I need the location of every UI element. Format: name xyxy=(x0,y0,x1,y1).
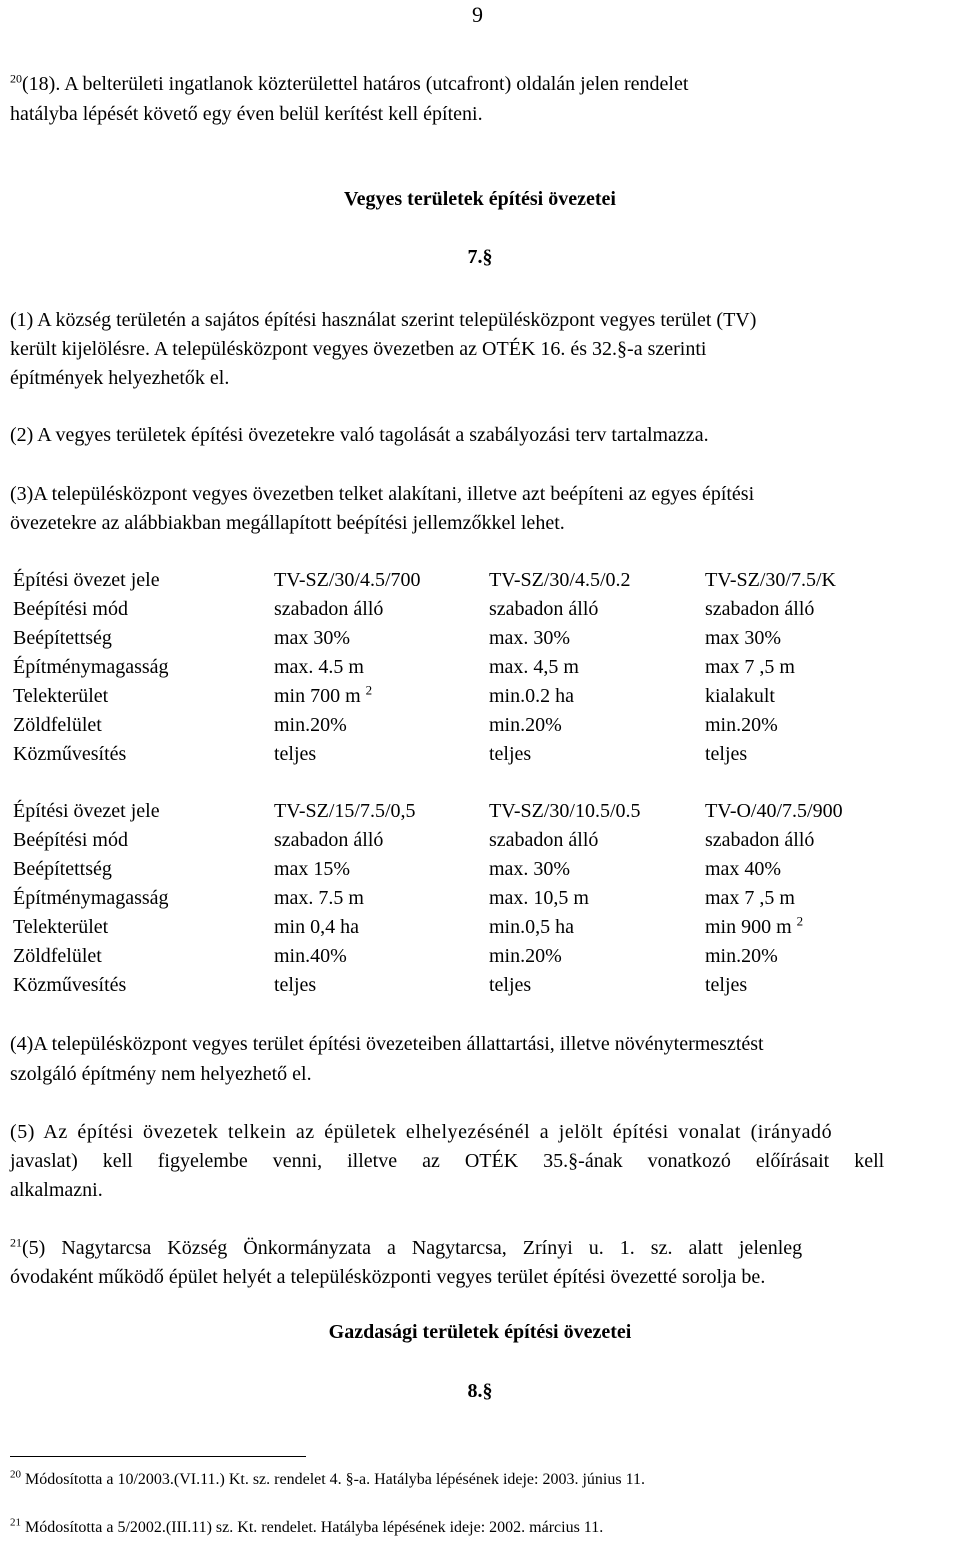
footnote-ref-21[interactable]: 21 xyxy=(10,1235,22,1250)
footnote-ref-20[interactable]: 20 xyxy=(10,71,22,86)
table-cell: szabadon álló xyxy=(705,598,815,620)
table-cell: TV-SZ/30/4.5/0.2 xyxy=(489,569,631,591)
table-cell: min.20% xyxy=(705,945,778,967)
footnote-21-text: Módosította a 5/2002.(III.11) sz. Kt. rendelet. Hatályba lépésének ideje: 2002. március 11. xyxy=(25,1519,604,1536)
table-cell: teljes xyxy=(489,743,532,765)
table-cell: min.40% xyxy=(274,945,347,967)
table-cell: teljes xyxy=(705,974,748,996)
table-cell: szabadon álló xyxy=(274,598,384,620)
table-cell: max. 30% xyxy=(489,858,571,880)
page-number: 9 xyxy=(472,2,483,27)
table-cell: TV-SZ/15/7.5/0,5 xyxy=(274,800,416,822)
table-cell: max. 7.5 m xyxy=(274,887,364,909)
paragraph-3-line-2: övezetekre az alábbiakban megállapított beépítési jellemzőkkel lehet. xyxy=(10,512,565,534)
table-row-label: Közművesítés xyxy=(13,743,127,765)
footnote-21-marker: 21 xyxy=(10,1516,21,1529)
table-cell: min.0,5 ha xyxy=(489,916,574,938)
table-row-label: Beépítési mód xyxy=(13,598,128,620)
table-cell: szabadon álló xyxy=(489,598,599,620)
table-row-label: Beépítettség xyxy=(13,627,112,649)
table-cell: teljes xyxy=(274,974,317,996)
paragraph-5-line-2: javaslat) kell figyelembe venni, illetve az OTÉK 35.§-ának vonatkozó előírásait kell xyxy=(10,1150,885,1172)
superscript: 2 xyxy=(365,682,373,698)
table-cell: min.20% xyxy=(274,714,347,736)
table-row-label: Zöldfelület xyxy=(13,945,102,967)
paragraph-3-line-1: (3)A településközpont vegyes övezetben telket alakítani, illetve azt beépíteni az egyes építési xyxy=(10,483,755,505)
paragraph-18-line-2: hatályba lépését követő egy éven belül kerítést kell építeni. xyxy=(10,103,483,125)
table-cell: min.20% xyxy=(489,714,562,736)
table-cell: max 30% xyxy=(274,627,351,649)
footnote-20-text: Módosította a 10/2003.(VI.11.) Kt. sz. rendelet 4. §-a. Hatályba lépésének ideje: 2003. június 11. xyxy=(25,1471,645,1488)
footnote-20-marker: 20 xyxy=(10,1468,21,1481)
table-cell: min.20% xyxy=(489,945,562,967)
paragraph-1-line-2: került kijelölésre. A településközpont vegyes övezetben az OTÉK 16. és 32.§-a szerinti xyxy=(10,338,707,360)
table-cell: max. 10,5 m xyxy=(489,887,589,909)
table-cell: min 700 m $^2$ xyxy=(274,682,373,707)
section-title-economic-zones: Gazdasági területek építési övezetei xyxy=(328,1321,632,1343)
paragraph-5b-line-1: (5) Nagytarcsa Község Önkormányzata a Nagytarcsa, Zrínyi u. 1. sz. alatt jelenleg xyxy=(22,1237,803,1259)
table-row-label: Telekterület xyxy=(13,916,109,938)
table-cell: TV-SZ/30/4.5/700 xyxy=(274,569,421,591)
paragraph-2: (2) A vegyes területek építési övezetekre való tagolását a szabályozási terv tartalmazza. xyxy=(10,424,709,446)
table-cell: kialakult xyxy=(705,685,775,707)
table-cell: min 0,4 ha xyxy=(274,916,359,938)
section-number-7: 7.§ xyxy=(467,246,493,268)
section-number-8: 8.§ xyxy=(467,1380,493,1402)
table-cell: max 15% xyxy=(274,858,351,880)
table-cell: teljes xyxy=(705,743,748,765)
table-cell: max 30% xyxy=(705,627,782,649)
table-cell: max 7 ,5 m xyxy=(705,887,795,909)
paragraph-5b xyxy=(10,1234,802,1263)
table-row-label: Közművesítés xyxy=(13,974,127,996)
paragraph-4-line-2: szolgáló építmény nem helyezhető el. xyxy=(10,1063,312,1085)
table-row-label: Beépítettség xyxy=(13,858,112,880)
table-cell: min.0.2 ha xyxy=(489,685,574,707)
paragraph-18-line-1: (18). A belterületi ingatlanok közterülettel határos (utcafront) oldalán jelen rendelet xyxy=(22,73,689,95)
table-cell: szabadon álló xyxy=(274,829,384,851)
paragraph-5-line-1: (5) Az építési övezetek telkein az épületek elhelyezésénél a jelölt építési vonalat (irányadó xyxy=(10,1121,833,1143)
table-cell: teljes xyxy=(274,743,317,765)
footnote-separator xyxy=(10,1456,306,1457)
table-cell: TV-SZ/30/10.5/0.5 xyxy=(489,800,641,822)
table-row-label: Zöldfelület xyxy=(13,714,102,736)
table-cell: teljes xyxy=(489,974,532,996)
table-row-label: Építési övezet jele xyxy=(13,569,160,591)
paragraph-1-line-1: (1) A község területén a sajátos építési használat szerint településközpont vegyes terület (TV) xyxy=(10,309,757,331)
table-cell: max. 30% xyxy=(489,627,571,649)
table-cell: TV-O/40/7.5/900 xyxy=(705,800,843,822)
table-row-label: Építménymagasság xyxy=(13,656,169,678)
table-row-label: Beépítési mód xyxy=(13,829,128,851)
superscript: 2 xyxy=(796,913,804,929)
paragraph-4-line-1: (4)A településközpont vegyes terület építési övezeteiben állattartási, illetve növénytermesztést xyxy=(10,1033,764,1055)
table-row-label: Építési övezet jele xyxy=(13,800,160,822)
section-title-mixed-zones: Vegyes területek építési övezetei xyxy=(344,188,616,210)
table-cell: szabadon álló xyxy=(705,829,815,851)
footnote-20 xyxy=(10,1470,645,1490)
table-cell: max 7 ,5 m xyxy=(705,656,795,678)
table-row-label: Telekterület xyxy=(13,685,109,707)
table-cell: min.20% xyxy=(705,714,778,736)
table-cell: max 40% xyxy=(705,858,782,880)
table-cell: min 900 m $^2$ xyxy=(705,913,804,938)
paragraph-5b-line-2: óvodaként működő épület helyét a településközponti vegyes terület építési övezetté sorolja be. xyxy=(10,1266,766,1288)
footnote-21 xyxy=(10,1518,603,1538)
table-cell: TV-SZ/30/7.5/K xyxy=(705,569,836,591)
table-row-label: Építménymagasság xyxy=(13,887,169,909)
table-cell: max. 4.5 m xyxy=(274,656,364,678)
paragraph-1-line-3: építmények helyezhetők el. xyxy=(10,367,230,389)
table-cell: szabadon álló xyxy=(489,829,599,851)
table-cell: max. 4,5 m xyxy=(489,656,579,678)
paragraph-5-line-3: alkalmazni. xyxy=(10,1179,103,1201)
paragraph-18 xyxy=(10,70,688,99)
